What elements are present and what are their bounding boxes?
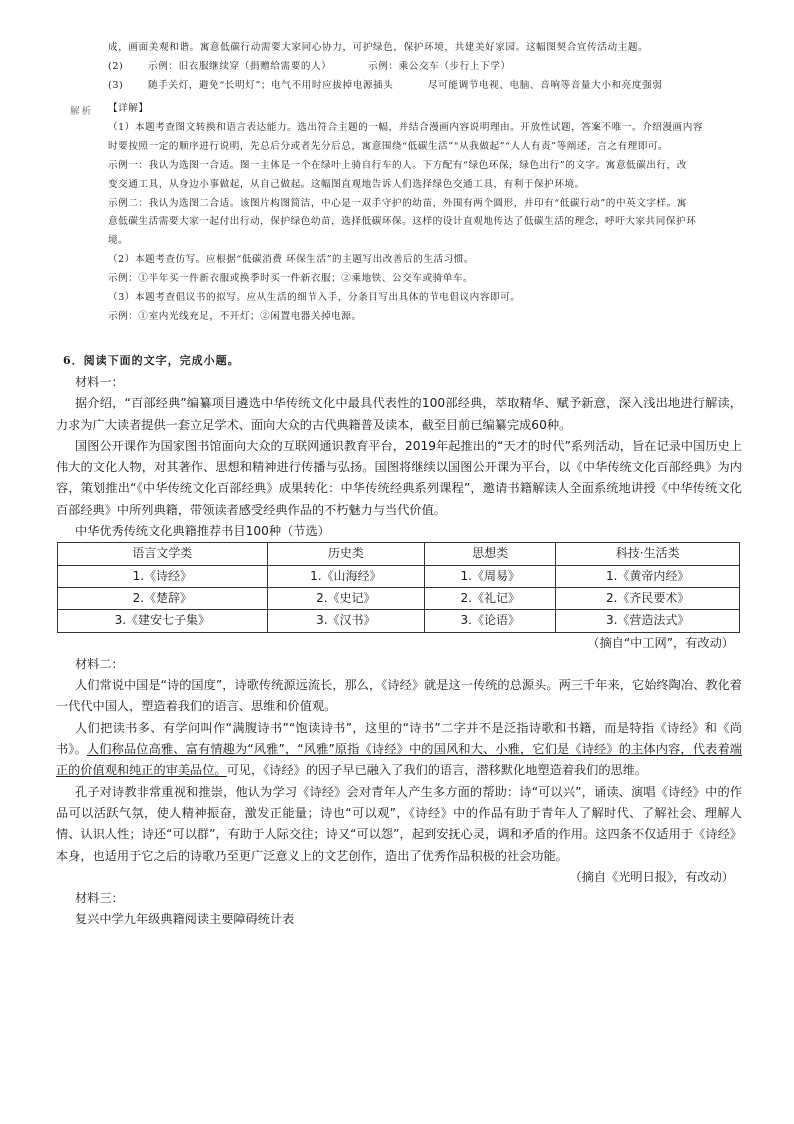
table-cell: 3.《营造法式》 (556, 610, 740, 632)
analysis-line: 时要按照一定的顺序进行说明，先总后分或者先分后总，寓意围绕“低碳生活”“从我做起”“人人有责”等阐述，言之有理即可。 (108, 140, 669, 152)
table-cell: 1.《周易》 (425, 565, 556, 587)
material-3-label: 材料三： (75, 891, 124, 906)
analysis-line: 示例一：我认为选图一合适。图一主体是一个在绿叶上骑自行车的人。下方配有“绿色环保，绿色出行”的文字。寓意低碳出行，改 (108, 159, 687, 171)
table-cell: 1.《山海经》 (267, 565, 424, 587)
table-header-row (58, 543, 740, 565)
analysis-line: 示例：①半年买一件新衣服或换季时买一件新衣服；②乘地铁、公交车或骑单车。 (108, 273, 474, 285)
table-header-cell: 语言文学类 (58, 543, 268, 565)
question-title: 6．阅读下面的文字，完成小题。 (63, 354, 240, 367)
material-1-label: 材料一： (75, 375, 124, 389)
analysis-block (108, 100, 748, 327)
underlined-sentence: 人们称品位高雅、富有情趣为“风雅”，“风雅”原指《诗经》中的国风和大、小雅，它们是《诗经》的主体内容，代表着端正的价值观和纯正的审美品位。 (56, 742, 742, 778)
paragraph-text: 可见，《诗经》的因子早已融入了我们的语言，潜移默化地塑造着我们的思维。 (226, 763, 648, 778)
book-table (57, 542, 740, 632)
material-1-source: （摘自“中工网”，有改动） (587, 635, 734, 650)
answer-line-3 (108, 76, 748, 95)
table-cell: 1.《黄帝内经》 (556, 565, 740, 587)
analysis-line: （1）本题考查图文转换和语言表达能力。选出符合主题的一幅，并结合漫画内容说明理由。开放性试题，答案不唯一。介绍漫画内容 (108, 121, 703, 133)
analysis-line: 【详解】 (108, 103, 149, 114)
table-header-cell: 思想类 (425, 543, 556, 565)
answer-line-1: 成，画面美观和谐。寓意低碳行动需要大家同心协力，可护绿色，保护环境，共建美好家园。这幅图契合宣传活动主题。 (108, 42, 649, 53)
table-cell: 2.《齐民要术》 (556, 587, 740, 609)
analysis-line: （3）本题考查倡议书的拟写。应从生活的细节入手，分条目写出具体的节电倡议内容即可。 (108, 292, 521, 304)
material-2-paragraph: 孔子对诗教非常重视和推崇，他认为学习《诗经》会对青年人产生多方面的帮助：诗“可以兴”，诵读、演唱《诗经》中的作品可以活跃气氛，使人精神振奋，激发正能量；诗也“可以观”，《诗经》中的作品有助于青年人了解时代、了解社会、理解人情、认识人性；诗还“可以群”，有助于人际交往；诗又“可以怨”，起到安抚心灵，调和矛盾的作用。这四条不仅适用于《诗经》本身，也适用于它之后的诗歌乃至更广泛意义上的文艺创作，造出了优秀作品积极的社会功能。 (56, 784, 742, 863)
material-2-source: （摘自《光明日报》，有改动） (569, 869, 734, 884)
analysis-line: 变交通工具，从身边小事做起，从自己做起。这幅图直观地告诉人们选择绿色交通工具，有利于保护环境。 (108, 178, 585, 190)
table-row (58, 565, 740, 587)
material-2-label: 材料二： (75, 656, 124, 671)
analysis-line: 示例二：我认为选图二合适。该图片构图简洁，中心是一双手守护的幼苗，外围有两个圆形，并印有“低碳行动”的中英文字样。寓 (108, 197, 687, 209)
table-cell: 3.《建安七子集》 (58, 610, 268, 632)
analysis-line: 示例：①室内光线充足，不开灯；②闲置电器关掉电源。 (108, 310, 362, 322)
answer-text: 示例：旧衣服继续穿（捐赠给需要的人） (148, 61, 332, 72)
answer-text: 示例：乘公交车（步行上下学） (368, 61, 511, 72)
paragraph-text: 人们把读书多、有学问叫作“满腹诗书”“饱读诗书”，这里的“诗书”二字并不是泛指诗歌和书籍，而是特指《诗经》和《尚书》。 (56, 720, 742, 757)
analysis-line: 境。 (108, 235, 129, 247)
table-row (58, 610, 740, 632)
material-2-paragraph: 人们常说中国是“诗的国度”，诗歌传统源远流长，那么，《诗经》就是这一传统的总源头。两三千年来，它始终陶冶、教化着一代代中国人，塑造着我们的语言、思维和价值观。 (56, 678, 742, 714)
answer-block (108, 38, 748, 95)
analysis-line: （2）本题考查仿写。应根据“低碳消费 环保生活”的主题写出改善后的生活习惯。 (108, 254, 475, 266)
answer-number: (3) (108, 80, 124, 91)
question-body (56, 372, 742, 931)
table-cell: 3.《汉书》 (267, 610, 424, 632)
table-header-cell: 科技·生活类 (556, 543, 740, 565)
table-header-cell: 历史类 (267, 543, 424, 565)
material-3-caption: 复兴中学九年级典籍阅读主要障碍统计表 (75, 912, 295, 927)
answer-number: (2) (108, 61, 124, 72)
material-2-paragraph (56, 718, 742, 782)
table-cell: 3.《论语》 (425, 610, 556, 632)
answer-text: 随手关灯，避免“长明灯”；电气不用时应拔掉电源插头 (148, 80, 394, 91)
answer-text: 尽可能调节电视、电脑、音响等音量大小和亮度强弱 (428, 80, 663, 91)
table-cell: 2.《楚辞》 (58, 587, 268, 609)
table-cell: 2.《礼记》 (425, 587, 556, 609)
analysis-label: 解析 (70, 106, 94, 117)
material-1-paragraph: 据介绍，“百部经典”编纂项目遴选中华传统文化中最具代表性的100部经典，萃取精华、赋予新意，深入浅出地进行解读，力求为广大读者提供一套立足学术、面向大众的古代典籍普及读本，截至目前已编纂完成60种。 (56, 396, 742, 432)
analysis-line: 意低碳生活需要大家一起付出行动，保护绿色幼苗，选择低碳环保。这样的设计直观地传达了低碳生活的理念，呼吁大家共同保护环 (108, 216, 697, 228)
table-cell: 2.《史记》 (267, 587, 424, 609)
table-caption: 中华优秀传统文化典籍推荐书目100种（节选） (75, 524, 330, 539)
table-row (58, 587, 740, 609)
table-cell: 1.《诗经》 (58, 565, 268, 587)
material-1-paragraph: 国图公开课作为国家图书馆面向大众的互联网通识教育平台，2019年起推出的“天才的时代”系列活动，旨在记录中国历史上伟大的文化人物，对其著作、思想和精神进行传播与弘扬。国图将继续以国图公开课为平台，以《中华传统文化百部经典》为内容，策划推出“《中华传统文化百部经典》成果转化：中华传统经典系列课程”，邀请书籍解读人全面系统地讲授《中华传统文化百部经典》中所列典籍，带领读者感受经典作品的不朽魅力与当代价值。 (56, 438, 742, 517)
answer-line-2 (108, 57, 748, 76)
